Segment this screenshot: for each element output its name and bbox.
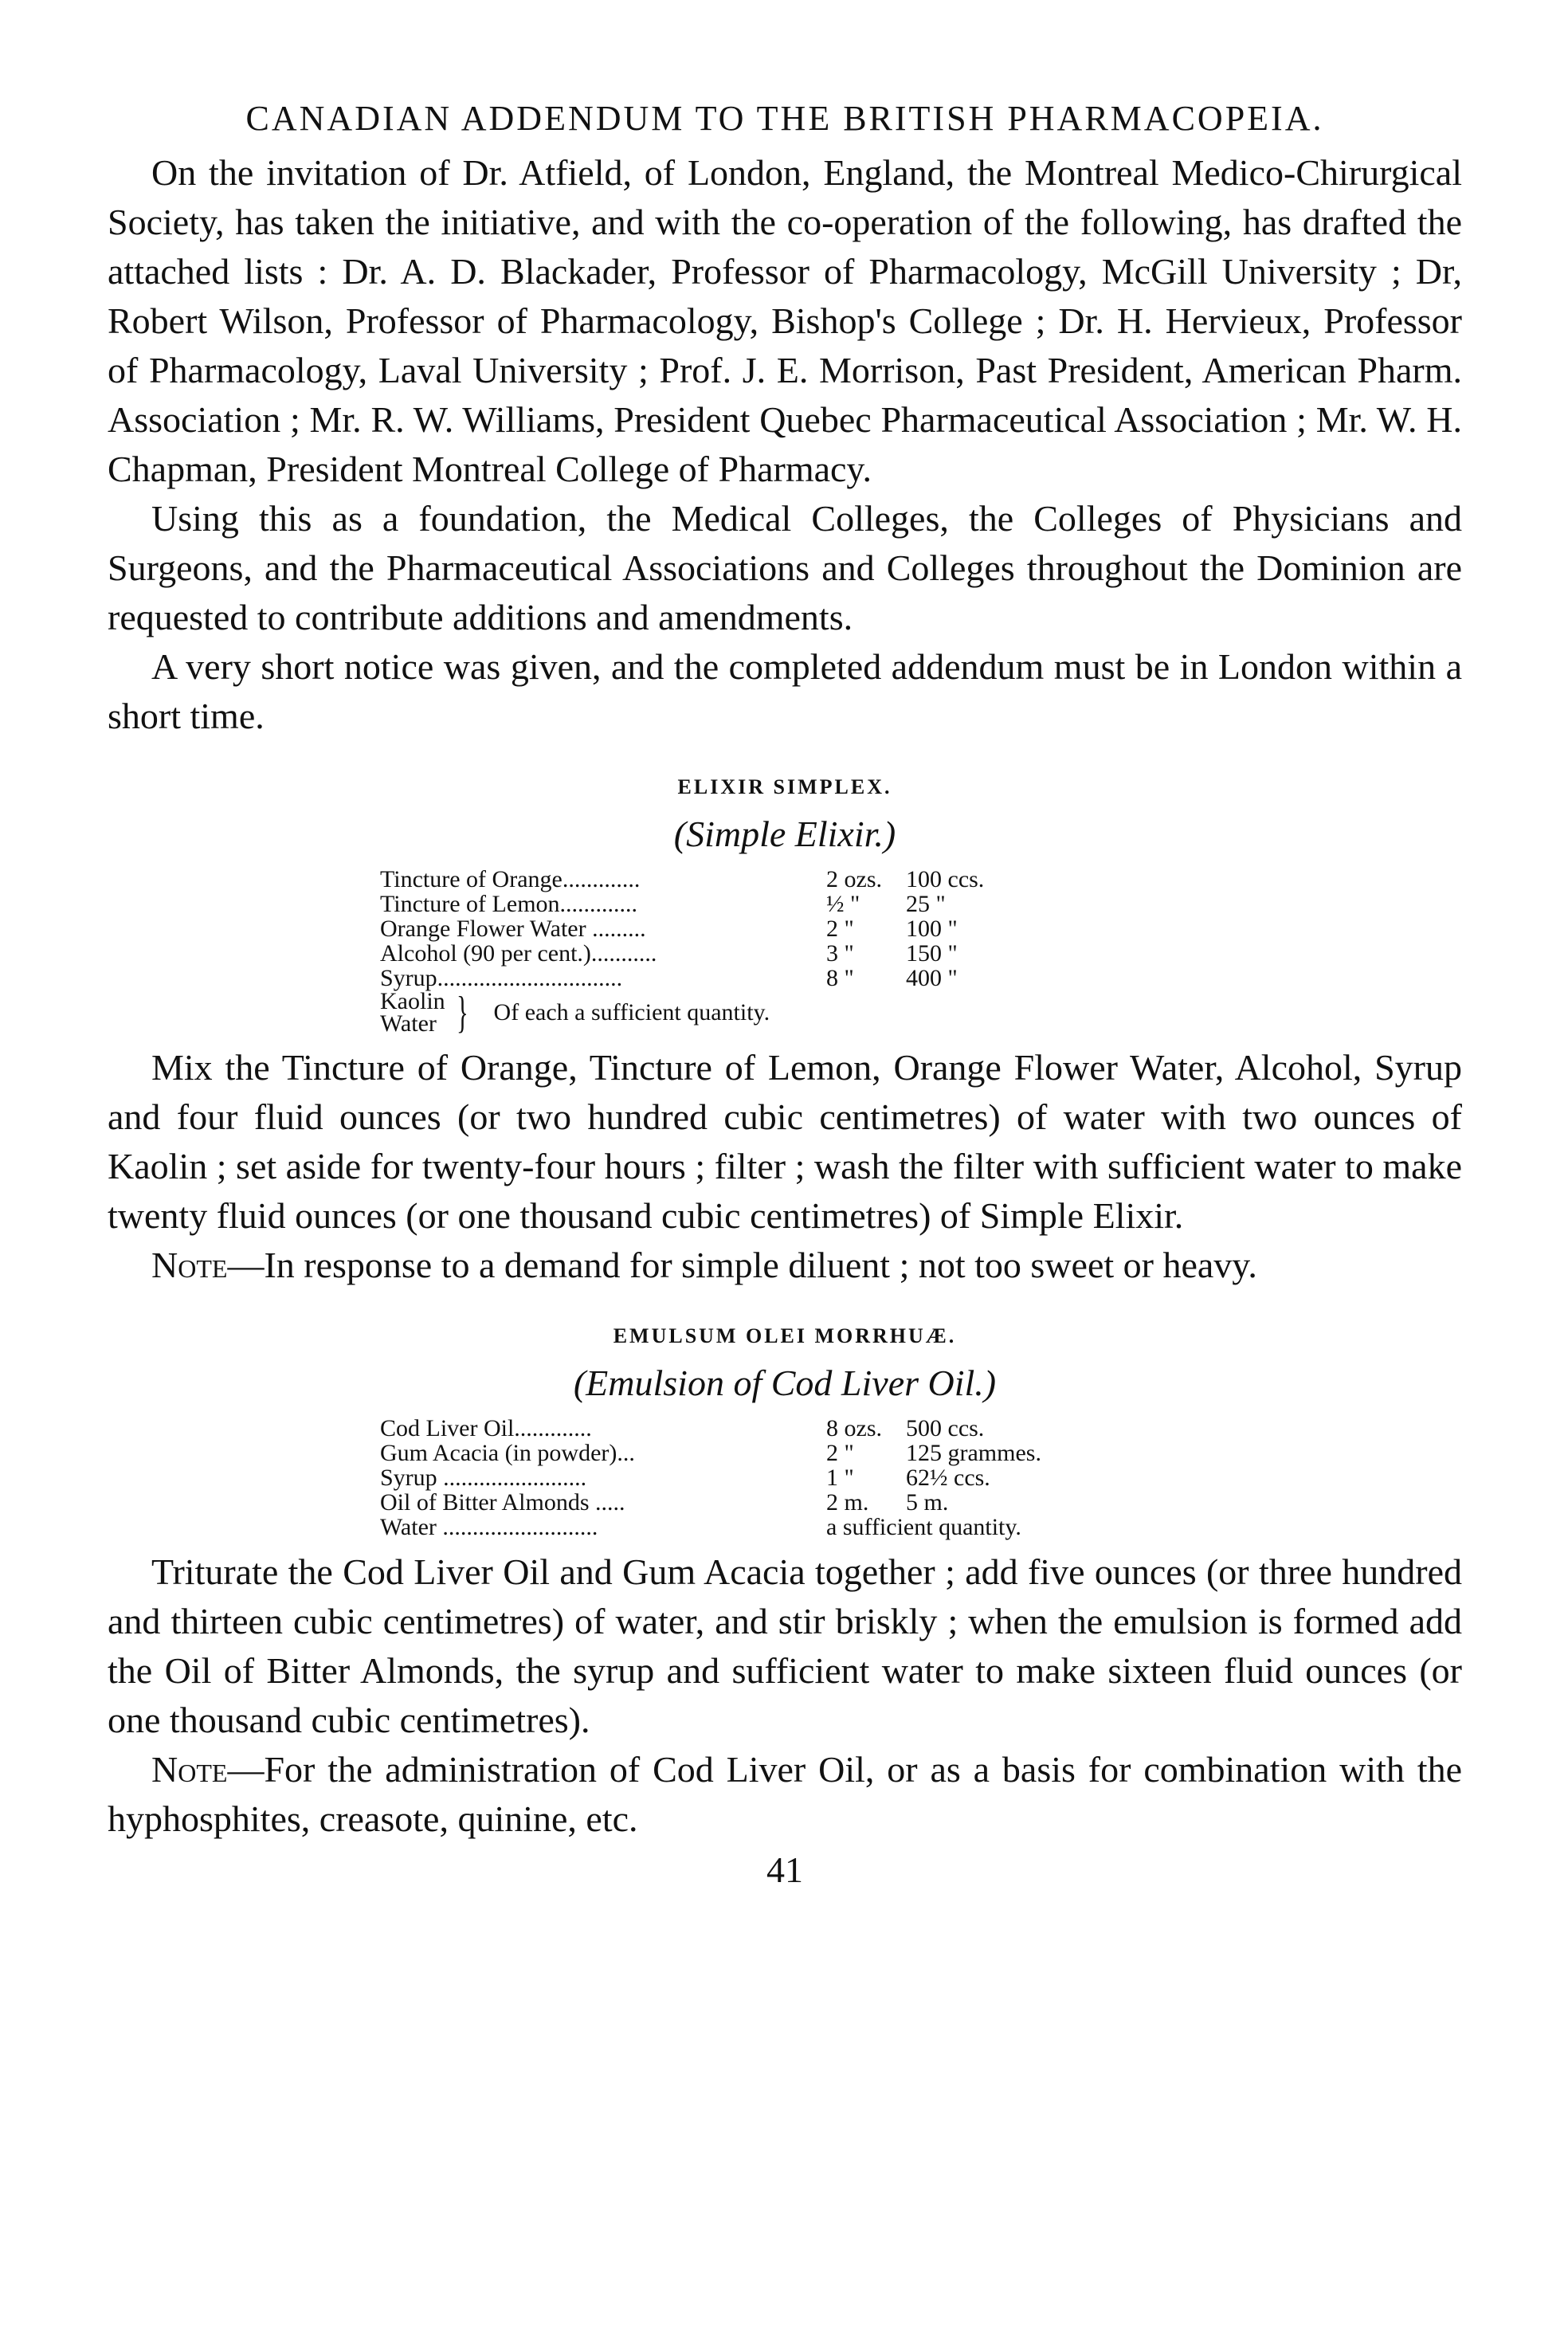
ingredient-name: Tincture of Lemon.............	[380, 891, 638, 917]
notice-paragraph: A very short notice was given, and the completed addendum must be in London within a short time.	[108, 646, 1462, 736]
ingredient-metric-qty: 25 "	[906, 891, 946, 917]
ingredient-imperial-qty: 8 ozs.	[826, 1415, 882, 1441]
note-label: Note	[151, 1749, 228, 1790]
ingredient-row	[380, 941, 1025, 966]
elixir-title: ELIXIR SIMPLEX.	[677, 775, 892, 798]
emulsion-title: EMULSUM OLEI MORRHUÆ.	[613, 1324, 957, 1347]
kaolin-water-group	[380, 990, 1462, 1035]
note-text: —In response to a demand for simple diluent ; not too sweet or heavy.	[227, 1245, 1257, 1285]
ingredient-name: Kaolin	[380, 988, 445, 1014]
ingredient-name: Cod Liver Oil.............	[380, 1415, 592, 1441]
emulsion-subtitle: (Emulsion of Cod Liver Oil.)	[573, 1363, 997, 1403]
ingredient-row	[380, 966, 1025, 990]
ingredient-metric-qty: 150 "	[906, 940, 958, 967]
ingredient-metric-qty: 100 ccs.	[906, 866, 985, 892]
joined-quantity: Of each a sufficient quantity.	[493, 999, 770, 1025]
ingredient-imperial-qty: 2 "	[826, 916, 854, 942]
ingredient-imperial-qty: 2 m.	[826, 1489, 869, 1516]
ingredient-name: Alcohol (90 per cent.)...........	[380, 940, 657, 967]
ingredient-name: Oil of Bitter Almonds .....	[380, 1489, 625, 1516]
ingredient-name: Water	[380, 1010, 437, 1037]
note-label: Note	[151, 1245, 228, 1285]
ingredient-qty: a sufficient quantity.	[826, 1514, 1021, 1540]
joined-ingredient-names	[380, 990, 445, 1035]
ingredient-imperial-qty: 3 "	[826, 940, 854, 967]
ingredient-name: Orange Flower Water .........	[380, 916, 646, 942]
ingredient-row	[380, 1441, 1041, 1465]
intro-paragraph: On the invitation of Dr. Atfield, of London, England, the Montreal Medico-Chirurgical Society, has taken the initiative, and with the co-operation of the following, has drafted the attached lists : Dr. A. D. Blackader, Professor of Pharmacology, McGill University ; Dr, Robert Wilson, Professor of Pharmacology, Bishop's College ; Dr. H. Hervieux, Professor of Pharmacology, Laval University ; Prof. J. E. Morrison, Past President, American Pharm. Association ; Mr. R. W. Williams, President Quebec Pharmaceutical Association ; Mr. W. H. Chapman, President Montreal College of Pharmacy.	[108, 152, 1462, 489]
right-brace-icon: }	[456, 988, 468, 1037]
ingredient-row	[380, 1490, 1041, 1515]
request-paragraph: Using this as a foundation, the Medical Colleges, the Colleges of Physicians and Surgeons, and the Pharmaceutical Associations and Colleges throughout the Dominion are requested to contribute additions and amendments.	[108, 498, 1462, 637]
ingredient-row	[380, 1416, 1041, 1441]
ingredient-metric-qty: 62½ ccs.	[906, 1465, 990, 1491]
ingredient-imperial-qty: 1 "	[826, 1465, 854, 1491]
ingredient-imperial-qty: 2 ozs.	[826, 866, 882, 892]
emulsion-note	[108, 1745, 1462, 1844]
elixir-ingredients-table	[380, 867, 1025, 990]
ingredient-name: Syrup ........................	[380, 1465, 587, 1491]
ingredient-metric-qty: 5 m.	[906, 1489, 949, 1516]
ingredient-imperial-qty: 2 "	[826, 1440, 854, 1466]
page-number: 41	[766, 1849, 803, 1890]
ingredient-imperial-qty: 8 "	[826, 965, 854, 991]
ingredient-name: Tincture of Orange.............	[380, 866, 641, 892]
ingredient-metric-qty: 125 grammes.	[906, 1440, 1041, 1466]
ingredient-row	[380, 867, 1025, 892]
page-heading: CANADIAN ADDENDUM TO THE BRITISH PHARMACOPEIA.	[245, 99, 1324, 138]
ingredient-row	[380, 916, 1025, 941]
note-text: —For the administration of Cod Liver Oil, or as a basis for combination with the hyphosphites, creasote, quinine, etc.	[108, 1749, 1462, 1839]
ingredient-row	[380, 1465, 1041, 1490]
ingredient-row	[380, 892, 1025, 916]
emulsion-ingredients-table	[380, 1416, 1041, 1539]
ingredient-metric-qty: 100 "	[906, 916, 958, 942]
document-page	[108, 94, 1462, 1895]
emulsion-directions: Triturate the Cod Liver Oil and Gum Acacia together ; add five ounces (or three hundred and thirteen cubic centimetres) of water, and stir briskly ; when the emulsion is formed add the Oil of Bitter Almonds, the syrup and sufficient water to make sixteen fluid ounces (or one thousand cubic centimetres).	[108, 1551, 1462, 1740]
ingredient-name: Water ..........................	[380, 1514, 598, 1540]
ingredient-name: Gum Acacia (in powder)...	[380, 1440, 635, 1466]
elixir-directions: Mix the Tincture of Orange, Tincture of Lemon, Orange Flower Water, Alcohol, Syrup and four fluid ounces (or two hundred cubic centimetres) of water with two ounces of Kaolin ; set aside for twenty-four hours ; filter ; wash the filter with sufficient water to make twenty fluid ounces (or one thousand cubic centimetres) of Simple Elixir.	[108, 1047, 1462, 1236]
ingredient-row	[380, 1515, 1041, 1539]
ingredient-name: Syrup...............................	[380, 965, 623, 991]
elixir-subtitle: (Simple Elixir.)	[673, 814, 896, 854]
ingredient-metric-qty: 500 ccs.	[906, 1415, 985, 1441]
ingredient-metric-qty: 400 "	[906, 965, 958, 991]
elixir-note	[108, 1241, 1462, 1290]
ingredient-imperial-qty: ½ "	[826, 891, 860, 917]
